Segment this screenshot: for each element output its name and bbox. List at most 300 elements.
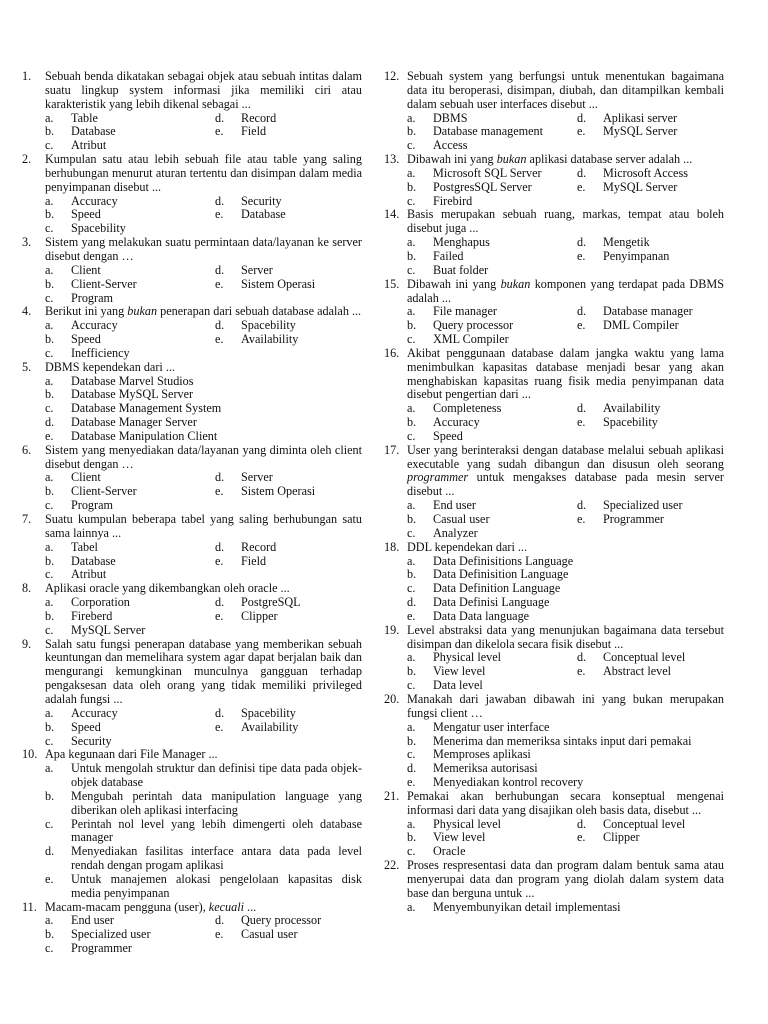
option-text: Database Marvel Studios	[71, 373, 194, 388]
question-number: 15.	[384, 276, 400, 291]
answer-row	[384, 762, 724, 776]
option-letter: d.	[215, 193, 225, 208]
option-letter: a.	[45, 373, 54, 388]
answer-row	[384, 264, 724, 278]
option-letter: b.	[407, 248, 417, 263]
answer-option	[384, 679, 724, 693]
option-text: MySQL Server	[603, 179, 678, 194]
answer-option	[192, 485, 362, 499]
question-text	[407, 278, 724, 306]
answer-option	[22, 568, 362, 582]
option-text: Accuracy	[71, 193, 118, 208]
answer-row	[22, 914, 362, 928]
answer-option	[22, 292, 362, 306]
question-text-part: Berikut ini yang	[45, 304, 128, 319]
option-text: Security	[71, 733, 112, 748]
option-letter: b.	[407, 124, 417, 139]
answer-option	[384, 818, 554, 832]
option-letter: a.	[407, 498, 416, 513]
answer-row	[384, 596, 724, 610]
answer-option	[384, 845, 724, 859]
option-letter: b.	[407, 664, 417, 679]
answer-options	[22, 762, 362, 900]
option-letter: a.	[407, 110, 416, 125]
answer-row	[384, 305, 724, 319]
option-letter: d.	[45, 415, 55, 430]
option-text: Physical level	[433, 816, 502, 831]
question-text-part: Level abstraksi data yang menunjukan bagaimana data tersebut disimpan dan dikelola secara fisik disebut ...	[407, 622, 724, 651]
question-text	[45, 901, 362, 915]
option-text: Microsoft SQL Server	[433, 165, 542, 180]
option-letter: d.	[215, 470, 225, 485]
option-letter: c.	[45, 498, 54, 513]
answer-options	[384, 305, 724, 347]
answer-row	[384, 901, 724, 915]
question-stem	[384, 444, 724, 499]
answer-option	[192, 278, 362, 292]
answer-option	[22, 762, 362, 790]
question-text	[45, 70, 362, 112]
option-letter: e.	[407, 608, 416, 623]
question-stem	[384, 693, 724, 721]
answer-row	[22, 333, 362, 347]
answer-option	[554, 125, 724, 139]
option-letter: e.	[577, 830, 586, 845]
option-text: MySQL Server	[603, 124, 678, 139]
question-item	[22, 444, 362, 513]
question-text-italic: kecuali	[208, 899, 244, 914]
question-item	[22, 236, 362, 305]
option-letter: a.	[45, 318, 54, 333]
option-text: Speed	[71, 207, 101, 222]
answer-row	[384, 748, 724, 762]
answer-options	[22, 112, 362, 154]
answer-option	[384, 167, 554, 181]
answer-row	[22, 485, 362, 499]
answer-option	[22, 790, 362, 818]
answer-option	[22, 928, 192, 942]
question-number: 7.	[22, 512, 32, 526]
answer-options	[384, 499, 724, 541]
option-text: Data Definisitions Language	[433, 553, 574, 568]
question-item	[384, 444, 724, 541]
option-text: Security	[241, 193, 282, 208]
option-letter: e.	[577, 415, 586, 430]
option-letter: e.	[215, 484, 224, 499]
question-number: 1.	[22, 69, 32, 83]
answer-options	[384, 236, 724, 278]
option-text: Untuk mengolah struktur dan definisi tipe data pada objek-objek database	[71, 761, 362, 790]
answer-option	[192, 721, 362, 735]
option-letter: d.	[577, 816, 587, 831]
option-letter: b.	[407, 318, 417, 333]
question-number: 4.	[22, 304, 32, 319]
answer-option	[22, 942, 362, 956]
option-letter: d.	[577, 650, 587, 665]
question-text-part: Apa kegunaan dari File Manager ...	[45, 747, 218, 762]
answer-row	[384, 112, 724, 126]
answer-option	[384, 762, 724, 776]
option-letter: e.	[407, 775, 416, 790]
option-text: Clipper	[603, 830, 640, 845]
option-letter: e.	[215, 332, 224, 347]
option-text: Failed	[433, 248, 464, 263]
option-letter: b.	[407, 830, 417, 845]
question-text	[407, 693, 724, 721]
option-text: Server	[241, 470, 273, 485]
answer-row	[22, 222, 362, 236]
option-text: File manager	[433, 304, 497, 319]
answer-options	[22, 541, 362, 583]
answer-row	[22, 610, 362, 624]
option-text: Record	[241, 539, 277, 554]
answer-row	[22, 928, 362, 942]
answer-options	[384, 818, 724, 860]
option-text: Mengubah perintah data manipulation language yang diberikan oleh aplikasi interfacing	[71, 788, 362, 817]
question-stem	[384, 624, 724, 652]
option-text: Casual user	[433, 512, 490, 526]
option-letter: a.	[407, 235, 416, 250]
option-text: Physical level	[433, 650, 502, 665]
answer-option	[192, 125, 362, 139]
option-text: Mengetik	[603, 235, 650, 250]
answer-option	[554, 250, 724, 264]
option-text: Accuracy	[71, 705, 118, 720]
option-letter: b.	[407, 733, 417, 748]
answer-row	[22, 195, 362, 209]
question-text	[407, 444, 724, 499]
question-stem	[384, 278, 724, 306]
option-letter: a.	[407, 719, 416, 734]
question-item	[22, 361, 362, 444]
answer-option	[384, 651, 554, 665]
option-text: Database	[71, 553, 116, 568]
option-text: End user	[71, 913, 114, 928]
answer-option	[384, 125, 554, 139]
option-text: Speed	[71, 332, 101, 347]
option-letter: a.	[45, 595, 54, 610]
answer-option	[384, 610, 724, 624]
answer-row	[384, 651, 724, 665]
question-item	[384, 859, 724, 914]
answer-option	[22, 541, 192, 555]
option-letter: c.	[45, 733, 54, 748]
answer-row	[22, 471, 362, 485]
answer-option	[192, 112, 362, 126]
left-column	[22, 70, 362, 956]
option-text: Speed	[71, 719, 101, 734]
answer-option	[192, 471, 362, 485]
option-text: Database	[241, 207, 286, 222]
answer-option	[554, 499, 724, 513]
option-letter: c.	[45, 345, 54, 360]
option-letter: a.	[45, 539, 54, 554]
answer-option	[192, 596, 362, 610]
question-text	[45, 305, 362, 319]
option-letter: c.	[407, 747, 416, 762]
answer-row	[384, 665, 724, 679]
answer-option	[22, 125, 192, 139]
question-text-part: aplikasi database server adalah ...	[526, 152, 693, 167]
option-text: Client	[71, 470, 101, 485]
option-letter: e.	[45, 428, 54, 443]
question-stem	[384, 859, 724, 901]
question-number: 3.	[22, 235, 32, 250]
answer-row	[384, 430, 724, 444]
question-item	[384, 278, 724, 347]
answer-option	[192, 610, 362, 624]
question-text	[407, 624, 724, 652]
question-text-part: DDL kependekan dari ...	[407, 539, 528, 554]
option-letter: b.	[407, 512, 417, 526]
option-text: Spacebility	[241, 318, 296, 333]
question-text-italic: programmer	[407, 470, 469, 485]
option-text: Buat folder	[433, 262, 489, 277]
question-text-part: Sistem yang menyediakan data/layanan yang diminta oleh client disebut dengan …	[45, 442, 362, 471]
answer-row	[22, 139, 362, 153]
option-text: Database Manipulation Client	[71, 428, 218, 443]
question-number: 10.	[22, 747, 38, 762]
question-text-part: Sistem yang melakukan suatu permintaan data/layanan ke server disebut dengan …	[45, 235, 362, 263]
option-letter: c.	[407, 193, 416, 208]
question-item	[384, 693, 724, 790]
question-text-part: Macam-macam pengguna (user),	[45, 899, 209, 914]
right-column	[384, 70, 724, 914]
question-number: 22.	[384, 858, 400, 873]
option-letter: d.	[577, 304, 587, 319]
option-text: Speed	[433, 428, 463, 443]
question-item	[384, 153, 724, 208]
answer-option	[22, 735, 362, 749]
answer-option	[22, 845, 362, 873]
answer-option	[22, 914, 192, 928]
answer-row	[384, 721, 724, 735]
option-letter: d.	[577, 110, 587, 125]
answer-row	[22, 125, 362, 139]
option-letter: c.	[407, 138, 416, 153]
option-text: Database Manager Server	[71, 415, 197, 430]
option-letter: a.	[45, 193, 54, 208]
answer-option	[192, 914, 362, 928]
answer-option	[22, 610, 192, 624]
answer-option	[22, 818, 362, 846]
option-letter: e.	[45, 871, 54, 886]
answer-options	[22, 596, 362, 638]
answer-row	[384, 679, 724, 693]
answer-row	[22, 319, 362, 333]
option-letter: e.	[215, 719, 224, 734]
answer-option	[384, 665, 554, 679]
answer-option	[22, 402, 362, 416]
question-stem	[384, 208, 724, 236]
option-text: Corporation	[71, 595, 130, 610]
question-text-part: untuk mengakses database pada mesin server disebut ...	[407, 470, 724, 499]
answer-row	[384, 845, 724, 859]
option-letter: e.	[215, 124, 224, 139]
option-letter: d.	[407, 761, 417, 776]
option-text: Firebird	[433, 193, 473, 208]
answer-option	[22, 721, 192, 735]
answer-option	[22, 375, 362, 389]
answer-options	[384, 721, 724, 790]
option-letter: d.	[215, 539, 225, 554]
option-text: Inefficiency	[71, 345, 130, 360]
question-text	[407, 541, 724, 555]
answer-option	[384, 748, 724, 762]
answer-options	[22, 914, 362, 956]
question-item	[22, 513, 362, 582]
answer-row	[384, 333, 724, 347]
answer-options	[22, 707, 362, 749]
option-letter: e.	[215, 207, 224, 222]
question-text	[45, 513, 362, 541]
option-text: Data Definisition Language	[433, 567, 569, 582]
answer-option	[554, 167, 724, 181]
option-letter: d.	[577, 401, 587, 416]
option-text: PostgresSQL Server	[433, 179, 532, 194]
option-letter: c.	[407, 678, 416, 693]
question-text	[45, 748, 362, 762]
option-text: Client	[71, 262, 101, 277]
question-number: 5.	[22, 359, 32, 374]
option-text: Spacebility	[603, 415, 658, 430]
option-text: Spacebility	[71, 221, 126, 236]
answer-option	[22, 112, 192, 126]
question-text	[407, 208, 724, 236]
option-text: Atribut	[71, 138, 107, 153]
question-item	[22, 638, 362, 749]
answer-row	[384, 139, 724, 153]
answer-option	[384, 499, 554, 513]
option-letter: a.	[407, 401, 416, 416]
question-stem	[22, 582, 362, 596]
option-text: Query processor	[433, 318, 514, 333]
option-text: Clipper	[241, 608, 278, 623]
answer-option	[22, 139, 362, 153]
option-text: Abstract level	[603, 664, 672, 679]
option-letter: c.	[407, 332, 416, 347]
answer-option	[22, 264, 192, 278]
answer-row	[22, 375, 362, 389]
answer-options	[384, 402, 724, 444]
option-text: Field	[241, 553, 267, 568]
answer-option	[384, 582, 724, 596]
answer-option	[554, 319, 724, 333]
option-text: Availability	[241, 719, 299, 734]
answer-option	[22, 222, 362, 236]
answer-option	[384, 776, 724, 790]
answer-option	[384, 139, 724, 153]
answer-option	[384, 250, 554, 264]
option-letter: e.	[577, 179, 586, 194]
answer-row	[22, 278, 362, 292]
question-number: 6.	[22, 442, 32, 457]
option-text: Penyimpanan	[603, 248, 670, 263]
option-letter: b.	[45, 276, 55, 291]
question-stem	[384, 790, 724, 818]
option-text: Database Management System	[71, 401, 222, 416]
answer-row	[22, 818, 362, 846]
option-letter: e.	[577, 318, 586, 333]
option-text: Casual user	[241, 927, 298, 942]
option-text: Aplikasi server	[603, 110, 678, 125]
option-letter: c.	[45, 401, 54, 416]
answer-option	[192, 208, 362, 222]
question-stem	[22, 748, 362, 762]
option-text: Conceptual level	[603, 816, 686, 831]
option-text: Menyediakan fasilitas interface antara data pada level rendah dengan progam aplikasi	[71, 844, 362, 873]
option-text: Accuracy	[71, 318, 118, 333]
question-number: 19.	[384, 622, 400, 637]
option-letter: c.	[407, 844, 416, 859]
question-text-part: Dibawah ini yang	[407, 276, 501, 291]
option-letter: a.	[45, 705, 54, 720]
question-text	[407, 347, 724, 402]
option-letter: c.	[45, 941, 54, 956]
option-text: Data Data language	[433, 608, 530, 623]
option-letter: c.	[407, 262, 416, 277]
question-stem	[22, 901, 362, 915]
question-stem	[22, 236, 362, 264]
answer-option	[22, 347, 362, 361]
option-letter: c.	[45, 221, 54, 236]
answer-option	[192, 541, 362, 555]
option-letter: a.	[407, 165, 416, 180]
answer-row	[22, 845, 362, 873]
option-letter: c.	[45, 138, 54, 153]
answer-row	[384, 499, 724, 513]
option-letter: e.	[577, 512, 586, 526]
option-letter: c.	[45, 290, 54, 305]
option-letter: a.	[45, 913, 54, 928]
answer-options	[22, 195, 362, 237]
answer-option	[384, 721, 724, 735]
answer-row	[22, 430, 362, 444]
answer-option	[384, 264, 724, 278]
question-text-part: Proses respresentasi data dan program dalam bentuk sama atau menyerupai data dan program yang diolah dalam system data base dan berguna untuk ...	[407, 858, 724, 900]
question-text	[45, 236, 362, 264]
answer-option	[554, 651, 724, 665]
answer-option	[384, 555, 724, 569]
question-text-part: Sebuah system yang berfungsi untuk menentukan bagaimana data itu beroperasi, disimpan, diubah, dan ditampilkan kembali dalam sebuah user interfaces disebut ...	[407, 69, 724, 111]
question-text-part: Kumpulan satu atau lebih sebuah file atau table yang saling berhubungan menurut aturan tertentu dan disimpan dalam media penyimpanan disebut ...	[45, 152, 362, 194]
answer-row	[22, 541, 362, 555]
option-text: Table	[71, 110, 98, 125]
question-item	[384, 347, 724, 444]
answer-row	[384, 527, 724, 541]
answer-option	[384, 112, 554, 126]
option-letter: a.	[45, 262, 54, 277]
answer-option	[192, 555, 362, 569]
option-text: Specialized user	[71, 927, 151, 942]
question-item	[384, 790, 724, 859]
answer-option	[22, 333, 192, 347]
option-letter: e.	[577, 248, 586, 263]
answer-option	[554, 818, 724, 832]
option-text: Specialized user	[603, 498, 683, 513]
question-text-part: Suatu kumpulan beberapa tabel yang saling berhubungan satu sama lainnya ...	[45, 512, 362, 540]
answer-option	[192, 928, 362, 942]
question-text-part: Dibawah ini yang	[407, 152, 497, 167]
question-item	[384, 541, 724, 624]
answer-option	[384, 513, 554, 527]
option-letter: b.	[45, 719, 55, 734]
option-text: Database manager	[603, 304, 693, 319]
option-letter: b.	[45, 207, 55, 222]
answer-option	[22, 707, 192, 721]
answer-row	[22, 112, 362, 126]
answer-row	[384, 555, 724, 569]
